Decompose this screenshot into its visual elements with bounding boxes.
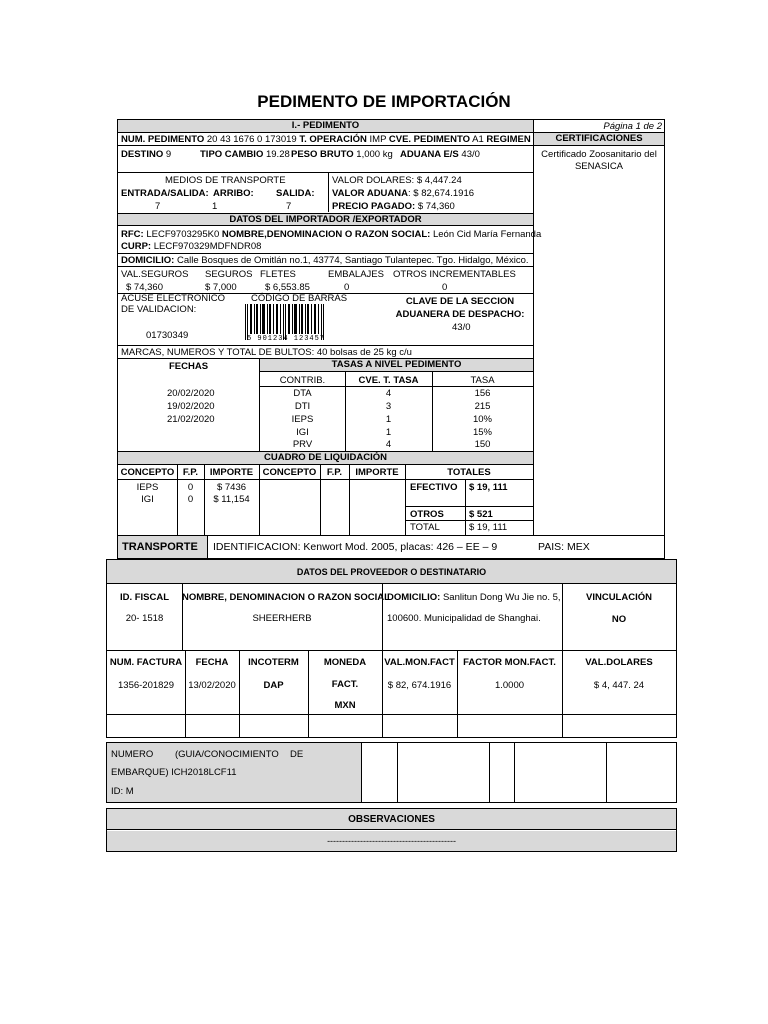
fechas-header: FECHAS [168, 361, 209, 372]
tasa-row-tasa: 215 [474, 401, 491, 412]
total-label: TOTAL [410, 522, 440, 533]
factura-moneda-value: FACT. [331, 679, 359, 690]
factura-factor-value: 1.0000 [494, 680, 525, 691]
factura-col-incoterm: INCOTERM [248, 657, 299, 668]
tasa-row-tasa: 156 [474, 388, 491, 399]
seguros-label: SEGUROS [205, 269, 253, 280]
liquidacion-header: CUADRO DE LIQUIDACIÓN [118, 451, 533, 465]
arribo-value: 1 [212, 201, 218, 212]
tasa-row-cve: 1 [385, 414, 392, 425]
certificaciones-header: CERTIFICACIONES [534, 133, 664, 145]
liq-col-totales: TOTALES [447, 467, 491, 478]
nombre-proveedor-label: NOMBRE, DENOMINACION O RAZON SOCIAL [182, 592, 390, 603]
factura-col-factor: FACTOR MON.FACT. [463, 657, 556, 668]
val-seguros-label: VAL.SEGUROS [121, 269, 189, 280]
fletes-value: $ 6,553.85 [265, 282, 310, 293]
clave-seccion-2: ADUANERA DE DESPACHO: [395, 309, 525, 320]
transporte-identificacion: IDENTIFICACION: Kenwort Mod. 2005, placas: 426 – EE – 9 [213, 541, 498, 553]
factura-col-valdolares: VAL.DOLARES [585, 657, 653, 668]
curp-line: CURP: LECF970329MDFNDR08 [121, 241, 262, 252]
liq-col-fp: F.P. [182, 467, 199, 478]
efectivo-value: $ 19, 111 [469, 482, 508, 493]
barcode-digits: 5 901234 123457 [246, 335, 325, 343]
acuse-label-1: ACUSE ELECTRONICO [121, 293, 225, 304]
pedimento-header: I.- PEDIMENTO [118, 120, 533, 132]
tasa-row-cve: 3 [385, 401, 392, 412]
factura-col-valmon: VAL.MON.FACT [384, 657, 455, 668]
clave-seccion-1: CLAVE DE LA SECCION [405, 296, 515, 307]
factura-valdolares-value: $ 4, 447. 24 [593, 680, 645, 691]
seguros-value: $ 7,000 [205, 282, 237, 293]
destino-line: DESTINO 9 [121, 149, 172, 160]
nombre-proveedor-value: SHEERHERB [252, 613, 312, 624]
tipo-cambio-line: TIPO CAMBIO 19.28 [200, 149, 290, 160]
tasas-header: TASAS A NIVEL PEDIMENTO [260, 359, 533, 372]
liq-row-fp: 0 [187, 482, 194, 493]
fletes-label: FLETES [260, 269, 296, 280]
tasa-row-contrib: IGI [296, 427, 309, 438]
liq-col-importe: IMPORTE [209, 467, 254, 478]
arribo-label: ARRIBO: [213, 188, 254, 199]
tasa-row-contrib: DTA [293, 388, 312, 399]
tasa-row-cve: 4 [385, 388, 392, 399]
aduana-line: ADUANA E/S 43/0 [400, 149, 480, 160]
val-seguros-value: $ 74,360 [126, 282, 163, 293]
observaciones-header: OBSERVACIONES [107, 809, 676, 830]
entrada-salida-label: ENTRADA/SALIDA: [121, 188, 209, 199]
page-title: PEDIMENTO DE IMPORTACIÓN [257, 92, 511, 111]
liq-row-importe: $ 7436 [216, 482, 247, 493]
tasas-col-tasa: TASA [470, 375, 495, 386]
otros-label: OTROS [410, 509, 444, 520]
factura-valmon-value: $ 82, 674.1916 [387, 680, 452, 691]
certificado-line2: SENASICA [574, 161, 624, 172]
pedimento-line: NUM. PEDIMENTO 20 43 1676 0 173019 T. OPERACIÓN IMP CVE. PEDIMENTO A1 REGIMEN [121, 134, 531, 145]
tasa-row-contrib: PRV [292, 439, 313, 450]
salida-label: SALIDA: [276, 188, 315, 199]
factura-incoterm-value: DAP [263, 680, 284, 691]
guia-line1a: NUMERO [111, 749, 154, 760]
efectivo-label: EFECTIVO [410, 482, 458, 493]
tasa-row-contrib: DTI [294, 401, 311, 412]
liq-col-fp-2: F.P. [326, 467, 343, 478]
id-fiscal-label: ID. FISCAL [119, 592, 170, 603]
fecha-2: 19/02/2020 [167, 401, 215, 412]
liq-col-importe-2: IMPORTE [355, 467, 399, 478]
tasa-row-cve: 4 [385, 439, 392, 450]
tasa-row-tasa: 10% [472, 414, 492, 425]
liq-row-concepto: IEPS [136, 482, 159, 493]
vinculacion-label: VINCULACIÓN [586, 592, 652, 603]
importador-header: DATOS DEL IMPORTADOR /EXPORTADOR [118, 213, 533, 226]
factura-moneda-extra: MXN [334, 700, 356, 711]
liq-col-concepto-2: CONCEPTO [262, 467, 317, 478]
total-value: $ 19, 111 [469, 522, 508, 533]
guia-line1c: DE [290, 749, 304, 760]
embalajes-label: EMBALAJES [328, 269, 384, 280]
entrada-value: 7 [155, 201, 161, 212]
factura-num-value: 1356-201829 [118, 680, 174, 691]
id-fiscal-value: 20- 1518 [125, 613, 164, 624]
vinculacion-value: NO [611, 614, 627, 625]
domicilio-proveedor-2: 100600. Municipalidad de Shanghai. [387, 613, 541, 624]
barcode-label: CÓDIGO DE BARRAS [251, 293, 348, 304]
transporte-label: TRANSPORTE [122, 541, 198, 553]
valor-dolares: VALOR DOLARES: $ 4,447.24 [332, 175, 462, 186]
precio-pagado: PRECIO PAGADO: $ 74,360 [332, 201, 455, 212]
otros-incrementables-label: OTROS INCREMENTABLES [393, 269, 516, 280]
tasa-row-contrib: IEPS [291, 414, 314, 425]
otros-incrementables-value: 0 [442, 282, 448, 293]
guia-line1b: (GUIA/CONOCIMIENTO [175, 749, 279, 760]
rfc-line: RFC: LECF9703295K0 NOMBRE,DENOMINACION O RAZON SOCIAL: León Cid María Fernanda [121, 229, 542, 240]
certificado-line1: Certificado Zoosanitario del [541, 149, 657, 160]
guia-line3: ID: M [111, 786, 134, 797]
salida-value: 7 [286, 201, 292, 212]
transporte-pais: PAIS: MEX [538, 541, 590, 553]
factura-col-fecha: FECHA [195, 657, 229, 668]
liq-row-fp: 0 [187, 494, 194, 505]
tasa-row-tasa: 15% [472, 427, 492, 438]
peso-bruto-line: PESO BRUTO 1,000 kg [291, 149, 393, 160]
tasas-col-contrib: CONTRIB. [279, 375, 326, 386]
marcas-line: MARCAS, NUMEROS Y TOTAL DE BULTOS: 40 bolsas de 25 kg c/u [121, 347, 412, 358]
liq-col-concepto: CONCEPTO [120, 467, 175, 478]
factura-col-num: NUM. FACTURA [109, 657, 183, 668]
domicilio-line: DOMICILIO: Calle Bosques de Omitlán no.1, 43774, Santiago Tulantepec. Tgo. Hidalgo, México. [121, 255, 529, 266]
embalajes-value: 0 [344, 282, 350, 293]
otros-value: $ 521 [469, 509, 493, 520]
proveedor-header: DATOS DEL PROVEEDOR O DESTINATARIO [107, 560, 676, 584]
factura-col-moneda: MONEDA [323, 657, 367, 668]
guia-line2: EMBARQUE) ICH2018LCF11 [111, 767, 237, 778]
observaciones-value: ------------------------------------------- [327, 836, 456, 846]
acuse-value: 01730349 [146, 330, 189, 341]
fecha-3: 21/02/2020 [167, 414, 215, 425]
tasas-col-cve: CVE. T. TASA [358, 375, 419, 386]
factura-fecha-value: 13/02/2020 [188, 680, 236, 691]
tasa-row-tasa: 150 [474, 439, 491, 450]
clave-seccion-value: 43/0 [452, 322, 471, 333]
fecha-1: 20/02/2020 [167, 388, 215, 399]
medios-transporte-title: MEDIOS DE TRANSPORTE [165, 175, 286, 186]
liq-row-importe: $ 11,154 [213, 494, 250, 505]
liq-row-concepto: IGI [141, 494, 154, 505]
tasa-row-cve: 1 [385, 427, 392, 438]
acuse-label-2: DE VALIDACION: [121, 304, 197, 315]
valor-aduana: VALOR ADUANA: $ 82,674.1916 [332, 188, 475, 199]
domicilio-proveedor: DOMICILIO: Sanlitun Dong Wu Jie no. 5, [387, 592, 561, 603]
proveedor-frame [106, 559, 677, 738]
page-number: Página 1 de 2 [603, 121, 662, 132]
